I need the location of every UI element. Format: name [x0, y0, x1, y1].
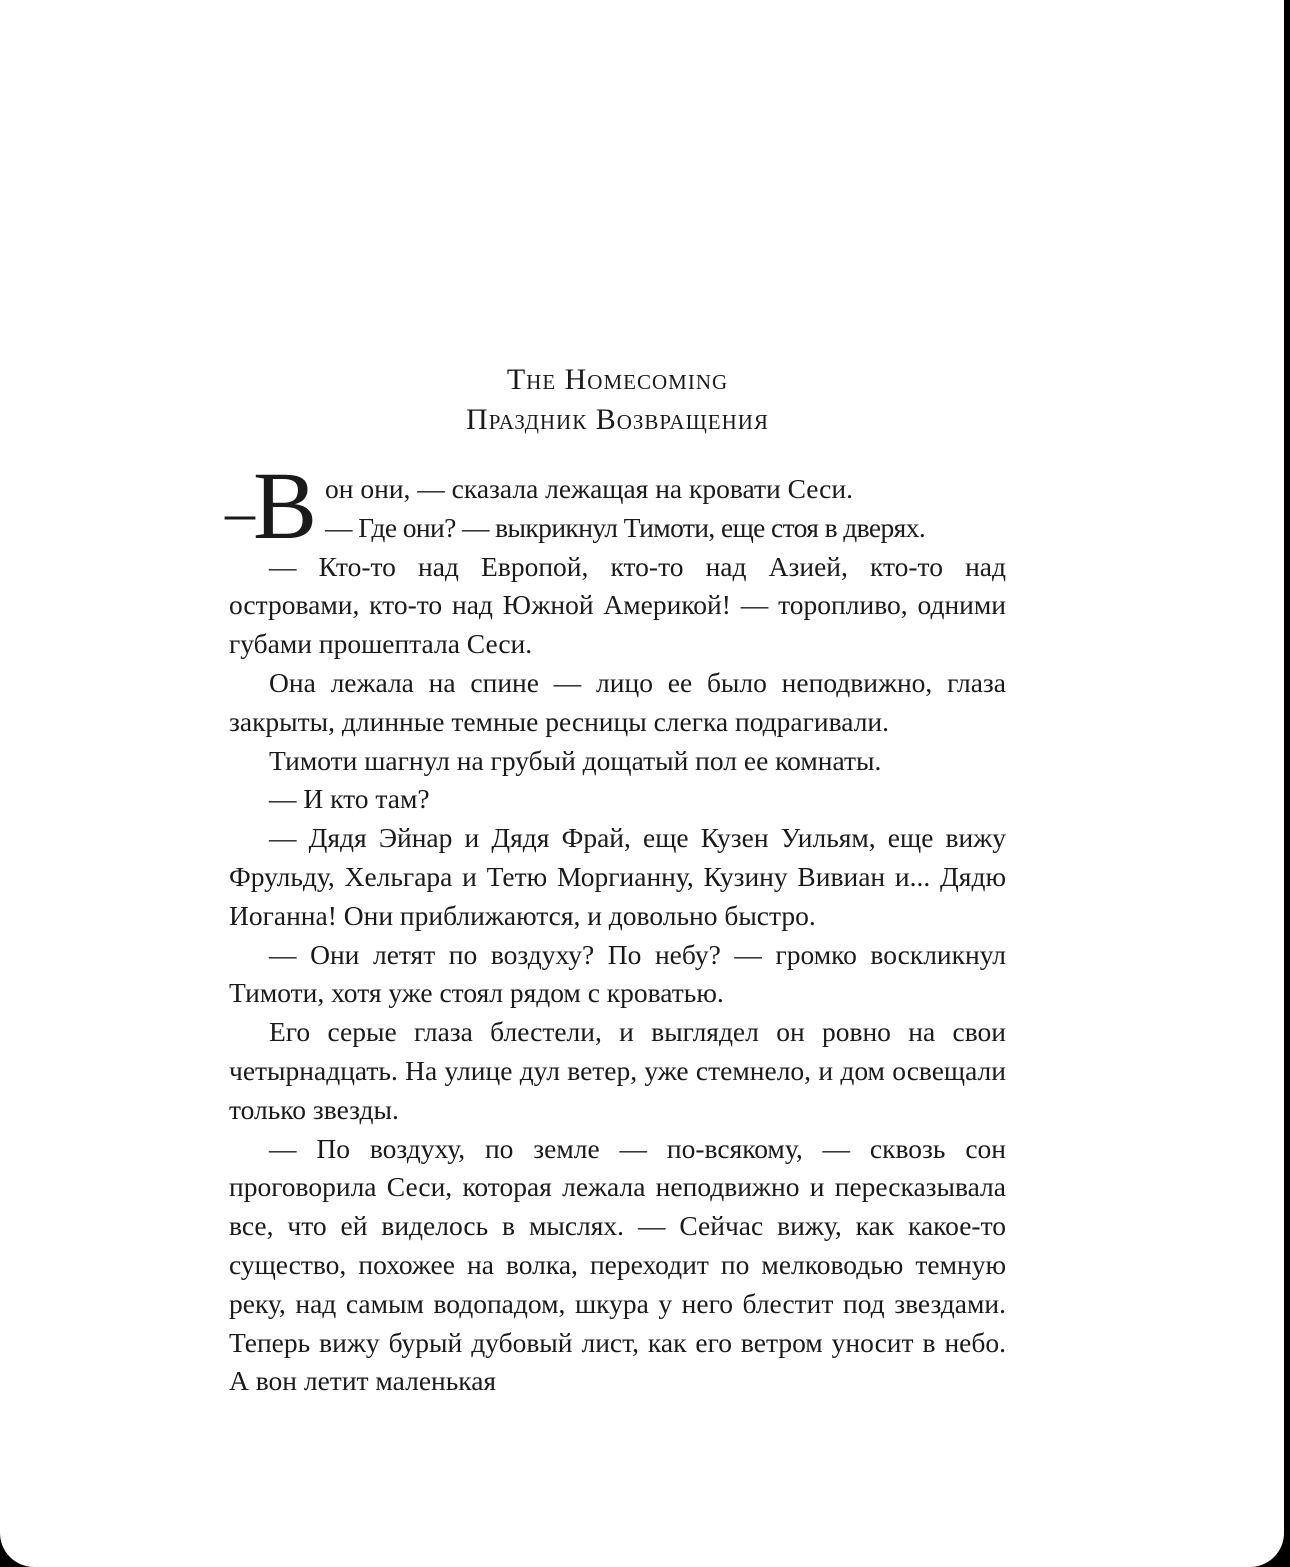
- story-opening: [225, 452, 1006, 559]
- opening-line-1: он они, — сказала лежащая на кровати Сеси.: [325, 473, 853, 504]
- paragraph: Она лежала на спине — лицо ее было неподвижно, глаза закрыты, длинные темные ресницы слегка подрагивали.: [229, 666, 1006, 737]
- opening-line-2: — Где они? — выкрикнул Тимоти, еще стоя в дверях.: [325, 511, 926, 543]
- chapter-title-russian: Праздник Возвращения: [466, 403, 769, 436]
- paragraph: — По воздуху, по земле — по-всякому, — сквозь сон проговорила Сеси, которая лежала неподвижно и пересказывала все, что ей виделось в мыслях. — Сейчас вижу, как какое-то существо, похожее на волка, переходит по мелководью темную реку, над самым водопадом, шкура у него блестит под звездами. Теперь вижу бурый дубовый лист, как его ветром уносит в небо. А вон летит маленькая: [229, 1132, 1006, 1397]
- story-body: [225, 452, 1006, 1401]
- drop-cap: [225, 452, 318, 559]
- drop-cap-dash: –: [225, 479, 255, 545]
- page-text-column: [225, 356, 1006, 1401]
- drop-cap-letter: В: [253, 452, 318, 559]
- paragraph: — Дядя Эйнар и Дядя Фрай, еще Кузен Уильям, еще вижу Фрульду, Хельгара и Тетю Моргианну, Кузину Вивиан и... Дядю Иоганна! Они приближаются, и довольно быстро.: [229, 822, 1006, 931]
- paragraph: Его серые глаза блестели, и выглядел он ровно на свои четырнадцать. На улице дул ветер, уже стемнело, и дом освещали только звезды.: [229, 1016, 1006, 1125]
- chapter-title-english: The Homecoming: [506, 363, 729, 396]
- paragraph: — И кто там?: [269, 783, 430, 815]
- paragraph: — Они летят по воздуху? По небу? — громко воскликнул Тимоти, хотя уже стоял рядом с кроватью.: [229, 938, 1006, 1009]
- paragraph: — Кто-то над Европой, кто-то над Азией, кто-то над островами, кто-то над Южной Америкой! — торопливо, одними губами прошептала Сеси.: [229, 550, 1006, 660]
- paragraph: Тимоти шагнул на грубый дощатый пол ее комнаты.: [269, 744, 882, 776]
